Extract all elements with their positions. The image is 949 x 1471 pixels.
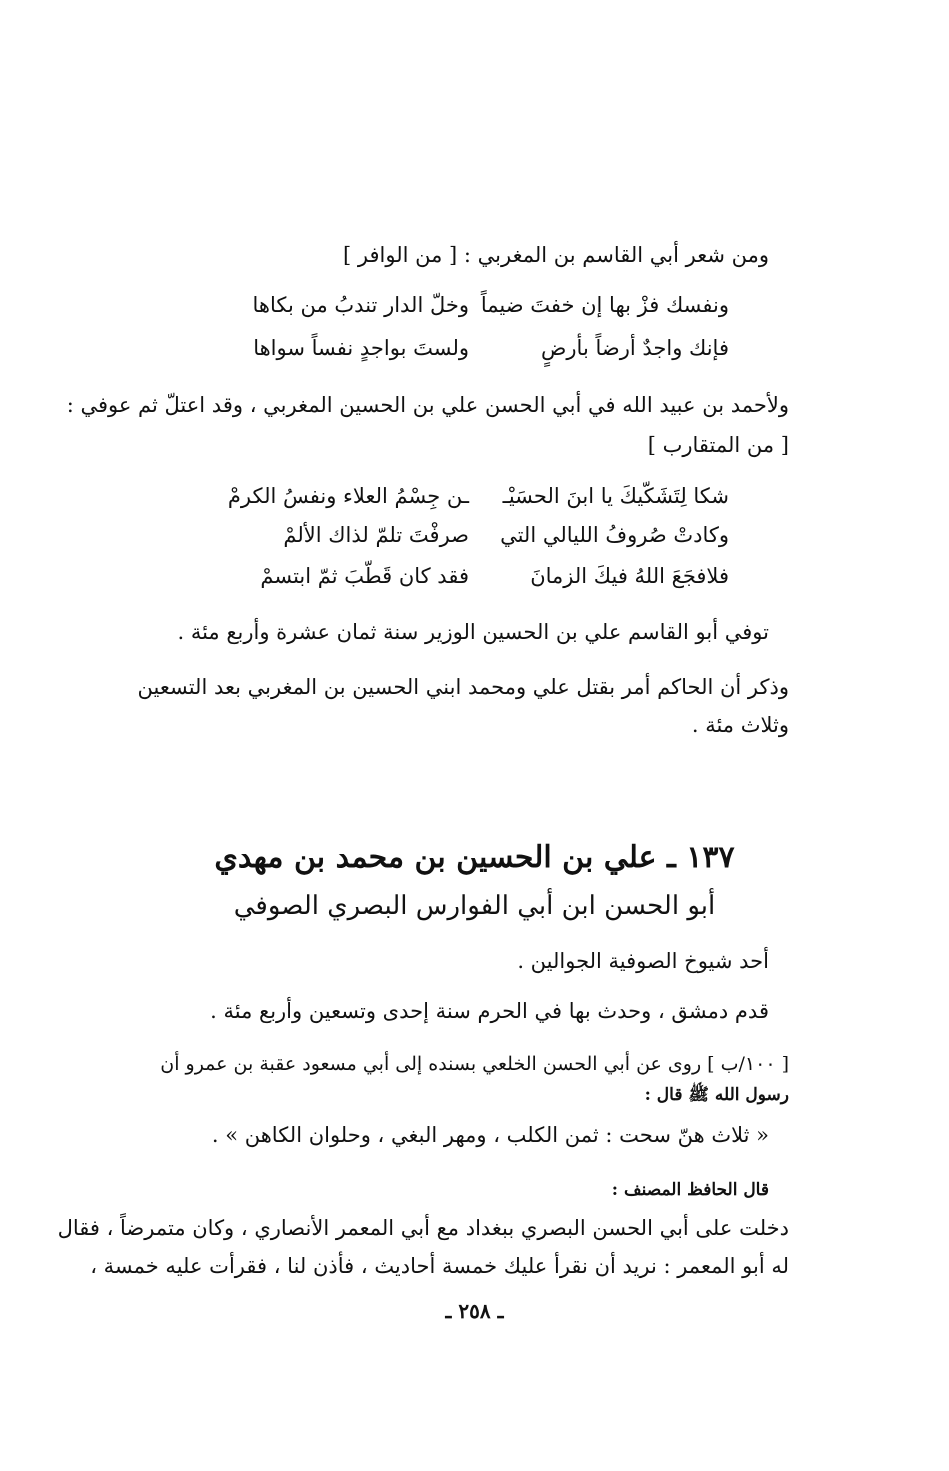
ahmad-intro-line-2: [ من المتقارب ] <box>647 433 789 457</box>
verse-second-hemistich: وخلّ الدار تندبُ من بكاها <box>252 293 469 317</box>
poetry-intro: ومن شعر أبي القاسم بن المغربي : [ من الوافر ] <box>343 243 769 267</box>
verse-second-hemistich: ولستَ بواجدٍ نفساً سواها <box>253 336 469 360</box>
hadith-text: « ثلاث هنّ سحت : ثمن الكلب ، ومهر البغي ، وحلوان الكاهن » . <box>211 1123 769 1147</box>
verse-first-hemistich: فلافجَعَ اللهُ فيكَ الزمانَ <box>530 564 729 588</box>
entry-subheading: أبو الحسن ابن أبي الفوارس البصري الصوفي <box>233 891 716 921</box>
hafiz-label: قال الحافظ المصنف : <box>611 1180 769 1200</box>
death-note: توفي أبو القاسم علي بن الحسين الوزير سنة ثمان عشرة وأربع مئة . <box>177 620 769 644</box>
verse-first-hemistich: ونفسك فزْ بها إن خفتَ ضيماً <box>480 293 729 317</box>
entry-heading: ١٣٧ ـ علي بن الحسين بن محمد بن مهدي <box>214 840 735 875</box>
ahmad-intro-line-1: ولأحمد بن عبيد الله في أبي الحسن علي بن الحسين المغربي ، وقد اعتلّ ثم عوفي : <box>66 393 789 417</box>
hadith-line-2: رسول الله ﷺ قال : <box>644 1085 789 1105</box>
verse-first-hemistich: فإنك واجدٌ أرضاً بأرضٍ <box>541 336 729 360</box>
verse-first-hemistich: شكا لِتَشَكّيكَ يا ابنَ الحسَيْـ <box>502 484 729 508</box>
story-line-2: له أبو المعمر : نريد أن نقرأ عليك خمسة أحاديث ، فأذن لنا ، فقرأت عليه خمسة ، <box>90 1254 789 1278</box>
verse-line <box>169 333 789 363</box>
bio-line-1: أحد شيوخ الصوفية الجوالين . <box>517 949 769 973</box>
verse-second-hemistich: ـن جِسْمُ العلاء ونفسُ الكرمْ <box>227 484 469 508</box>
verse-second-hemistich: صرفْتَ تلمّ لذاك الألمْ <box>283 523 469 547</box>
verse-second-hemistich: فقد كان قَطّبَ ثمّ ابتسمْ <box>260 564 469 588</box>
hakim-note-line-2: وثلاث مئة . <box>691 713 789 737</box>
verse-line <box>169 520 789 550</box>
verse-line <box>169 481 789 511</box>
verse-first-hemistich: وكادتْ صُروفُ الليالي التي <box>500 523 729 547</box>
verse-line <box>169 561 789 591</box>
page-number: ـ ٢٥٨ ـ <box>445 1299 504 1323</box>
verse-line <box>169 290 789 320</box>
hadith-line-1: [ ١٠٠/ب ] روى عن أبي الحسن الخلعي بسنده إلى أبي مسعود عقبة بن عمرو أن <box>160 1053 789 1075</box>
bio-line-2: قدم دمشق ، وحدث بها في الحرم سنة إحدى وتسعين وأربع مئة . <box>210 999 769 1023</box>
hakim-note-line-1: وذكر أن الحاكم أمر بقتل علي ومحمد ابني الحسين بن المغربي بعد التسعين <box>137 675 789 699</box>
story-line-1: دخلت على أبي الحسن البصري ببغداد مع أبي المعمر الأنصاري ، وكان متمرضاً ، فقال <box>57 1216 789 1240</box>
